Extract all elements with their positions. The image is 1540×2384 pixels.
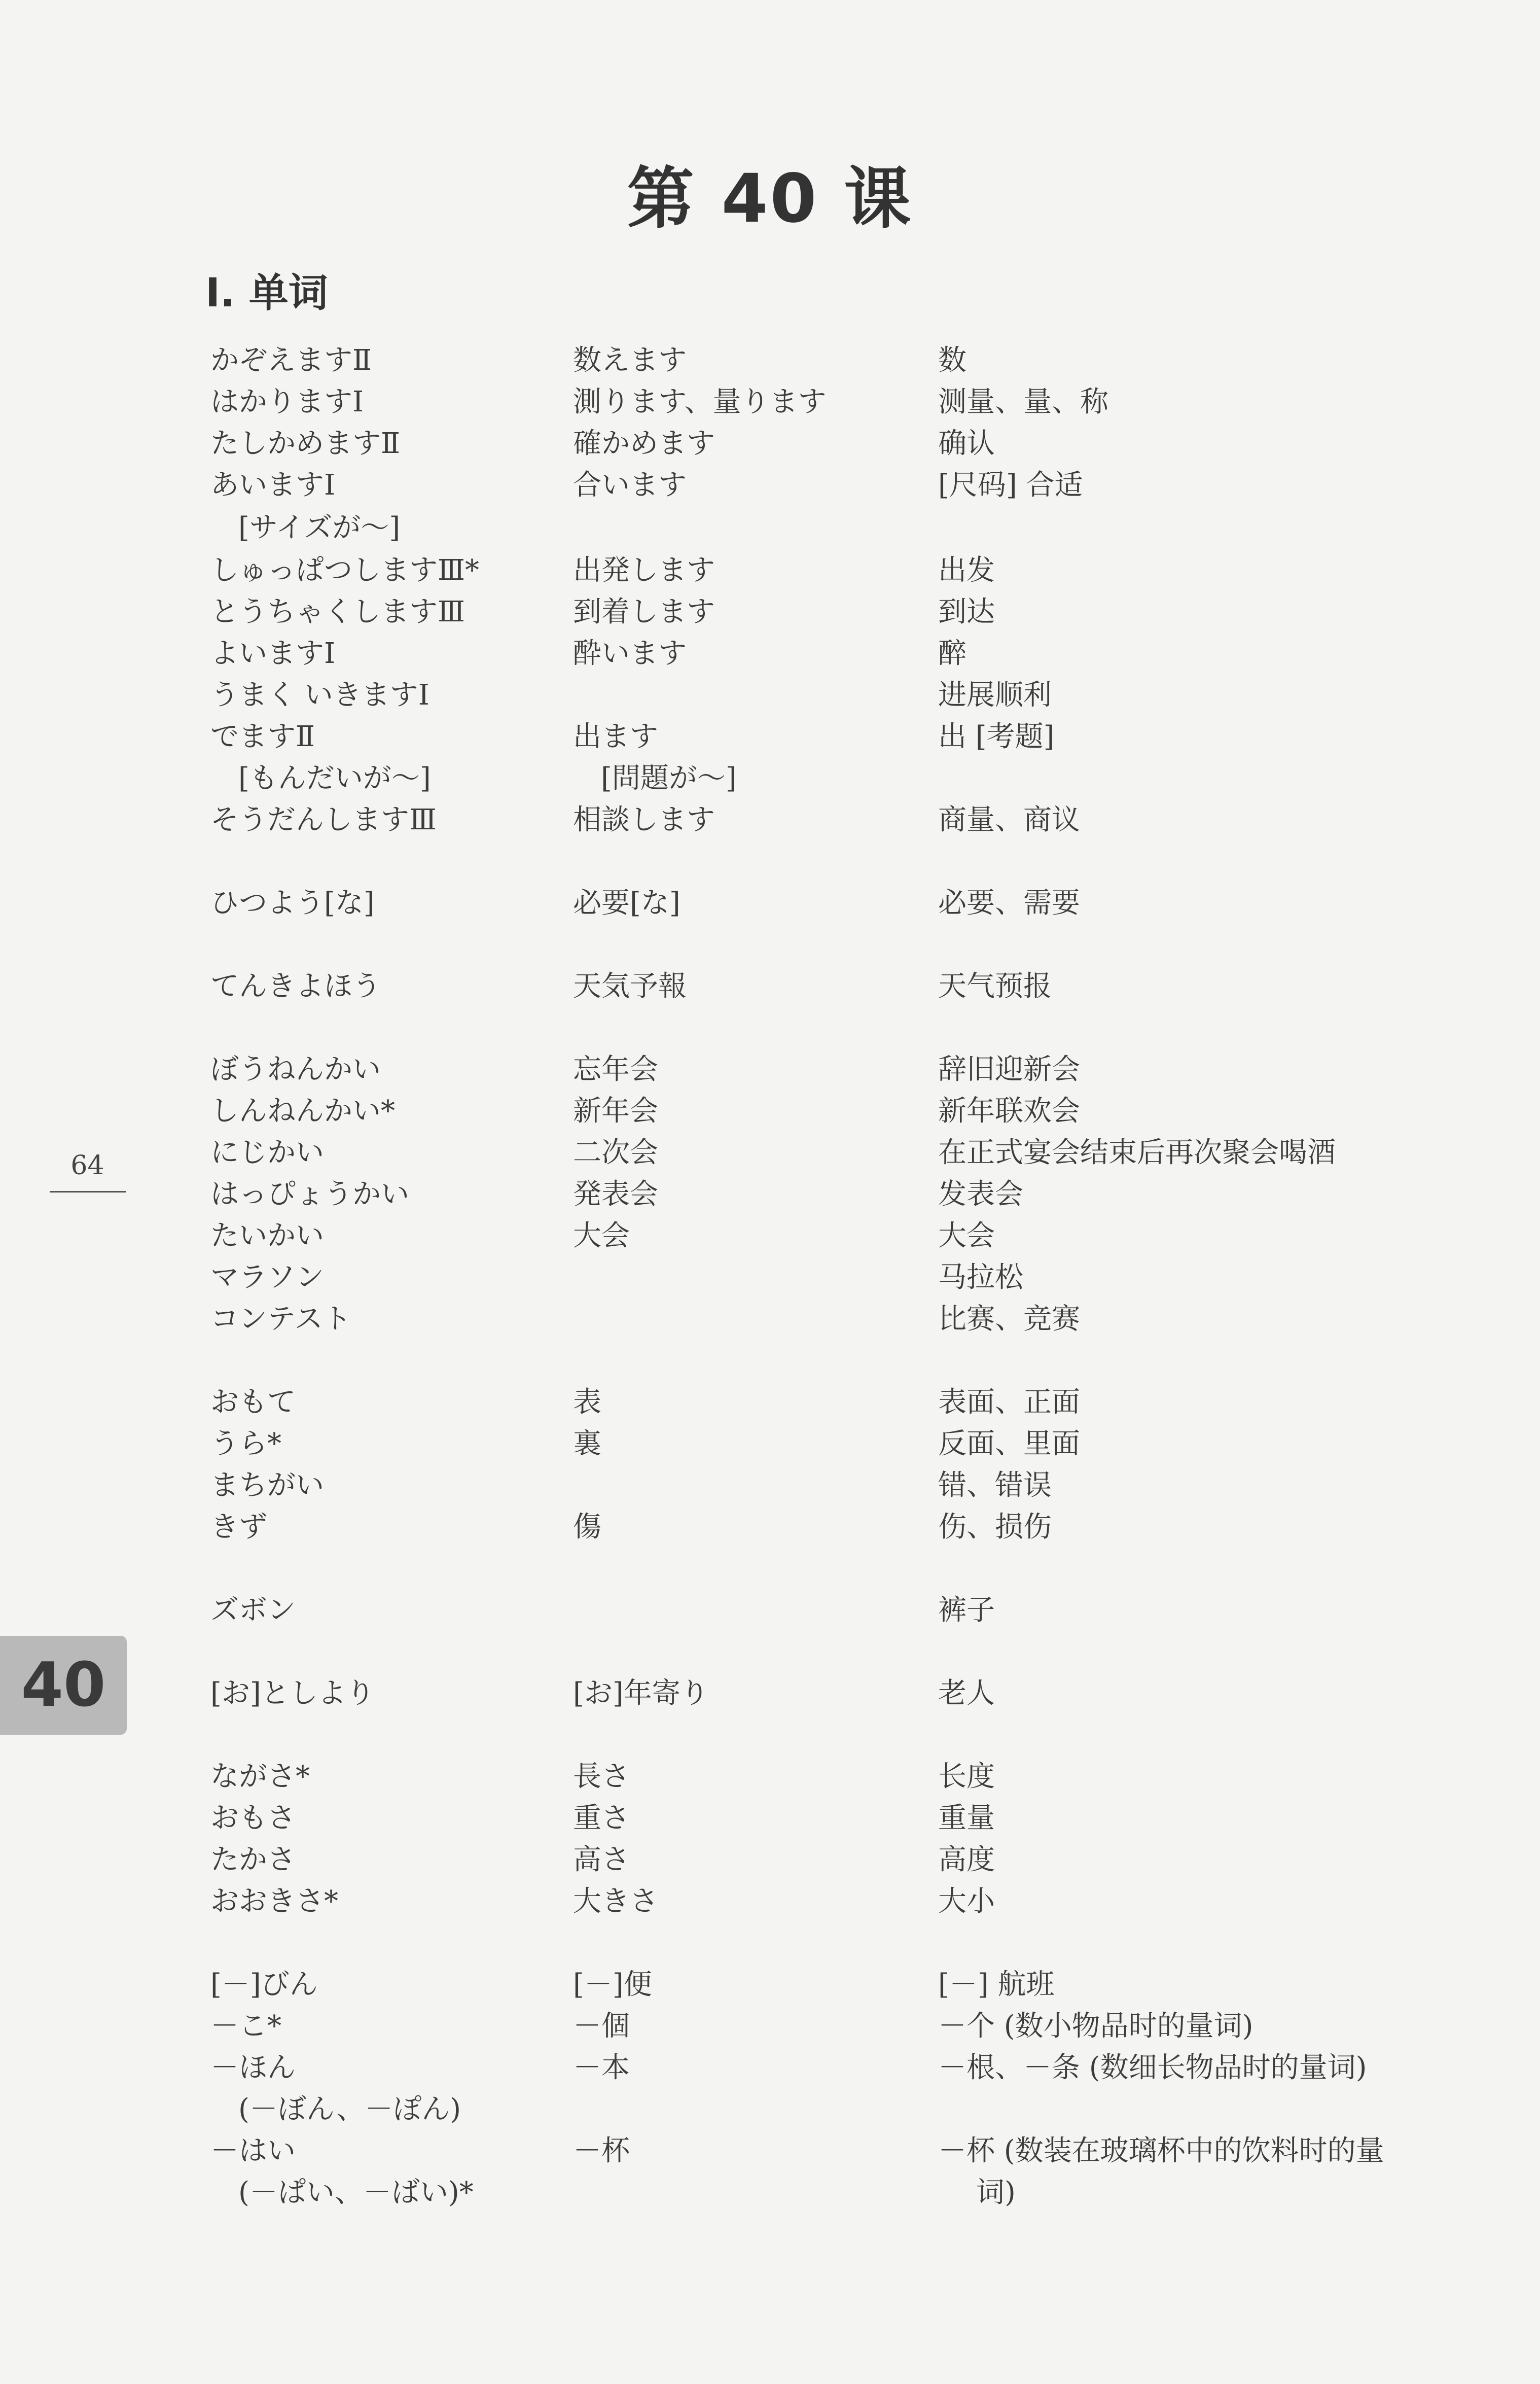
vocab-row [0,2130,1540,2172]
vocab-kanji: 確かめます [573,427,715,460]
vocab-row [0,675,1540,716]
vocab-kana: －はい [210,2134,296,2167]
vocab-kanji: －本 [573,2051,630,2084]
vocab-meaning: 大会 [938,1219,995,1252]
vocab-meaning: 天气预报 [938,970,1052,1003]
vocab-meaning: 出发 [938,554,995,587]
vocab-row [0,883,1540,924]
vocab-kana: ひつよう[な] [210,887,375,920]
vocab-meaning: 到达 [938,595,995,628]
vocab-kana-note: (－ぱい、－ばい)* [238,2176,474,2209]
vocab-kana: きず [210,1511,267,1544]
vocab-kanji: 測ります、量ります [573,385,827,418]
vocab-row [0,1964,1540,2006]
page-number-rule [50,1191,126,1193]
vocab-kana: たしかめますⅡ [210,427,401,460]
vocab-kanji: 高さ [573,1843,630,1876]
vocab-kana: にじかい [210,1136,324,1169]
vocab-row [0,799,1540,841]
vocab-meaning: 反面、里面 [938,1427,1080,1460]
vocab-meaning: 错、错误 [938,1469,1052,1502]
vocab-row [0,465,1540,506]
vocab-meaning: 测量、量、称 [938,385,1108,418]
vocab-kana: ながさ* [210,1760,310,1793]
vocab-kanji: 出発します [573,554,715,587]
vocab-meaning: 商量、商议 [938,803,1080,836]
vocab-row [0,2089,1540,2130]
vocab-kanji: 二次会 [573,1136,658,1169]
vocab-meaning: 裤子 [938,1594,995,1627]
vocab-kanji: 天気予報 [573,970,687,1003]
vocab-row [0,2006,1540,2047]
vocab-row [0,1257,1540,1299]
vocab-meaning: [－] 航班 [938,1968,1055,2001]
vocab-row [0,1465,1540,1506]
vocab-meaning: 表面、正面 [938,1386,1080,1419]
vocab-kanji: 出ます [573,720,658,753]
vocab-row [0,1299,1540,1340]
vocab-kana: [お]としより [210,1677,375,1710]
vocab-kanji: 必要[な] [573,887,681,920]
vocab-kana: まちがい [210,1469,324,1502]
vocab-kana: －ほん [210,2051,296,2084]
vocab-meaning: 发表会 [938,1178,1023,1211]
vocab-meaning: 确认 [938,427,995,460]
vocab-kana: とうちゃくしますⅢ [210,595,465,628]
vocab-meaning: 必要、需要 [938,887,1080,920]
vocab-kana: ズボン [210,1594,296,1627]
page-number: 64 [70,1150,104,1181]
vocab-kanji: 表 [573,1386,601,1419]
vocab-meaning: 在正式宴会结束后再次聚会喝酒 [938,1136,1336,1169]
vocab-kanji: －個 [573,2010,630,2043]
vocab-kanji: 酔います [573,637,687,670]
vocab-kanji: 合います [573,469,687,502]
vocab-kana: あいますⅠ [210,469,336,502]
vocab-row [0,340,1540,381]
vocab-meaning: 大小 [938,1885,995,1918]
vocab-kana-note: [サイズが～] [238,511,401,544]
vocab-kanji: 忘年会 [573,1053,658,1086]
section-heading: I. 单词 [205,270,328,316]
vocab-row [0,1756,1540,1798]
vocab-kanji: 新年会 [573,1095,658,1128]
vocab-row [0,1881,1540,1922]
vocab-meaning: 长度 [938,1760,995,1793]
vocab-kana: そうだんしますⅢ [210,803,437,836]
vocab-row [0,1174,1540,1215]
vocab-row [0,1091,1540,1132]
vocab-kana: しゅっぱつしますⅢ* [210,554,480,587]
vocab-kana: おもて [210,1386,296,1419]
vocab-row [0,1506,1540,1548]
vocab-kana-note: (－ぼん、－ぽん) [238,2093,461,2126]
vocab-row [0,1132,1540,1174]
vocab-kanji: 数えます [573,344,687,377]
vocab-kana: てんきよほう [210,970,381,1003]
vocab-row [0,591,1540,633]
vocab-row [0,966,1540,1007]
vocab-kana: しんねんかい* [210,1095,395,1128]
vocab-kanji: 到着します [573,595,715,628]
vocab-kana-note: [もんだいが～] [238,762,431,795]
vocab-kana: [－]びん [210,1968,318,2001]
vocab-kana: よいますⅠ [210,637,336,670]
vocab-kana: たいかい [210,1219,324,1252]
vocab-meaning: 出 [考题] [938,720,1055,753]
vocab-row [0,2047,1540,2089]
vocab-row [0,1798,1540,1839]
vocab-meaning: 醉 [938,637,966,670]
vocab-meaning: 辞旧迎新会 [938,1053,1080,1086]
vocab-row [0,1215,1540,1257]
vocab-meaning: 进展顺利 [938,679,1052,712]
vocab-row [0,1590,1540,1631]
vocab-row [0,381,1540,423]
vocab-row [0,550,1540,591]
vocab-row [0,2172,1540,2214]
vocab-meaning: －杯 (数装在玻璃杯中的饮料时的量 [938,2134,1384,2167]
vocab-meaning: －根、－条 (数细长物品时的量词) [938,2051,1367,2084]
vocab-meaning: 重量 [938,1802,995,1835]
vocab-kanji: 傷 [573,1511,601,1544]
vocab-row [0,758,1540,799]
vocab-kanji: －杯 [573,2134,630,2167]
vocab-kanji: [－]便 [573,1968,652,2001]
vocab-kanji: 大きさ [573,1885,658,1918]
lesson-tab [0,1636,127,1735]
vocab-row [0,1673,1540,1714]
vocab-kana: おおきさ* [210,1885,338,1918]
vocab-kana: マラソン [210,1261,324,1294]
vocab-meaning: 高度 [938,1843,995,1876]
vocab-kanji: 大会 [573,1219,630,1252]
page-title: 第 40 课 [627,160,913,238]
vocab-row [0,633,1540,675]
vocab-row [0,423,1540,465]
vocab-meaning: －个 (数小物品时的量词) [938,2010,1254,2043]
vocab-kana: かぞえますⅡ [210,344,372,377]
vocab-meaning: 数 [938,344,966,377]
vocab-kanji: [お]年寄り [573,1677,709,1710]
vocab-kana: おもさ [210,1802,296,1835]
lesson-tab-label: 40 [21,1650,106,1721]
vocab-row [0,1382,1540,1423]
vocab-kanji: 発表会 [573,1178,658,1211]
vocab-meaning: 比赛、竞赛 [938,1303,1080,1336]
vocab-meaning-continued: 词) [976,2176,1016,2209]
vocab-meaning: 马拉松 [938,1261,1023,1294]
vocab-kana: ぼうねんかい [210,1053,381,1086]
vocab-kanji: 相談します [573,803,715,836]
vocab-meaning: 老人 [938,1677,995,1710]
vocab-kana: コンテスト [210,1303,351,1336]
vocab-kana: うまく いきますⅠ [210,679,429,712]
vocab-row [0,1423,1540,1465]
vocab-kana: でますⅡ [210,720,315,753]
vocab-kanji: 重さ [573,1802,630,1835]
vocab-kanji: 裏 [573,1427,601,1460]
vocab-kana: たかさ [210,1843,296,1876]
vocab-row [0,1049,1540,1091]
vocab-meaning: 新年联欢会 [938,1095,1080,1128]
vocab-kanji: 長さ [573,1760,630,1793]
vocab-meaning: 伤、损伤 [938,1511,1052,1544]
vocab-meaning: [尺码] 合适 [938,469,1083,502]
vocab-row [0,507,1540,549]
vocab-kana: －こ* [210,2010,281,2043]
vocab-kana: はかりますⅠ [210,385,364,418]
vocab-row [0,716,1540,758]
vocab-row [0,1839,1540,1881]
vocab-kana: はっぴょうかい [210,1178,409,1211]
vocab-kanji-note: [問題が～] [601,762,737,795]
vocab-kana: うら* [210,1427,281,1460]
